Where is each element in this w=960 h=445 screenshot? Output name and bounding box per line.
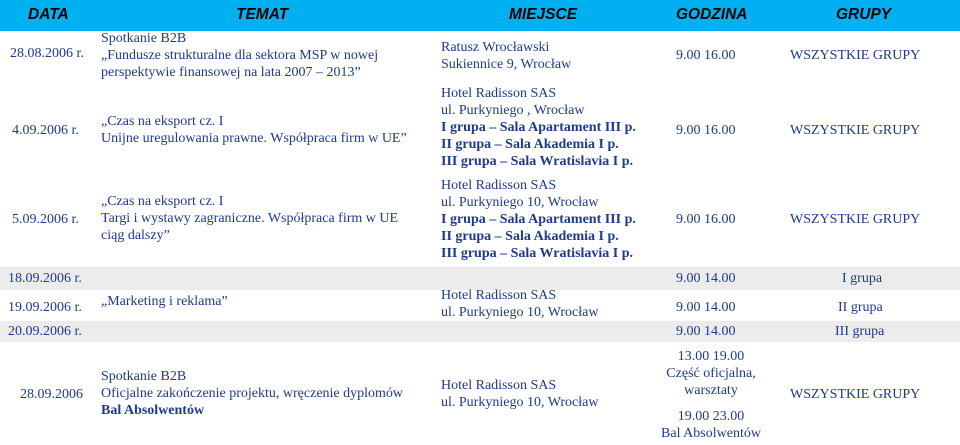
marketing-topic: „Marketing i reklama”	[101, 294, 228, 309]
topic-line: Bal Absolwentów	[101, 403, 205, 418]
row-group: III grupa	[835, 324, 885, 339]
row-group: WSZYSTKIE GRUPY	[790, 387, 921, 402]
place-line: ul. Purkyniego 10, Wrocław	[441, 195, 599, 210]
topic-line: Spotkanie B2B	[101, 31, 187, 46]
row-time: 9.00 14.00	[676, 324, 736, 339]
topic-line: „Czas na eksport cz. I	[101, 114, 224, 129]
topic-line: Spotkanie B2B	[101, 369, 187, 384]
header-grupy: GRUPY	[836, 6, 892, 23]
time-line: Bal Absolwentów	[661, 426, 761, 441]
row-date: 28.08.2006 r.	[10, 46, 84, 61]
time-line: Część oficjalna,	[666, 366, 756, 381]
row-date: 18.09.2006 r.	[8, 271, 82, 286]
row-group: WSZYSTKIE GRUPY	[790, 48, 921, 63]
place-line: Hotel Radisson SAS	[441, 86, 557, 101]
place-line: Hotel Radisson SAS	[441, 178, 557, 193]
place-line: II grupa – Sala Akademia I p.	[441, 137, 619, 152]
row-date: 20.09.2006 r.	[8, 324, 82, 339]
place-line: ul. Purkyniego 10, Wrocław	[441, 395, 599, 410]
place-line: III grupa – Sala Wratislavia I p.	[441, 246, 634, 261]
topic-line: „Czas na eksport cz. I	[101, 194, 224, 209]
topic-line: Targi i wystawy zagraniczne. Współpraca firm w UE	[101, 211, 399, 226]
place-line: ul. Purkyniego 10, Wrocław	[441, 305, 599, 320]
table-header	[0, 0, 960, 31]
place-line: I grupa – Sala Apartament III p.	[441, 212, 636, 227]
row-group: I grupa	[842, 271, 883, 286]
row-time: 9.00 16.00	[676, 212, 736, 227]
row-date: 19.09.2006 r.	[8, 300, 82, 315]
topic-line: ciąg dalszy”	[101, 228, 170, 243]
place-line: ul. Purkyniego , Wrocław	[441, 103, 585, 118]
header-data: DATA	[28, 6, 69, 23]
row-date: 5.09.2006 r.	[12, 212, 79, 227]
row-group: WSZYSTKIE GRUPY	[790, 212, 921, 227]
header-temat: TEMAT	[236, 6, 289, 23]
topic-line: „Fundusze strukturalne dla sektora MSP w nowej	[101, 48, 379, 63]
header-godzina: GODZINA	[676, 6, 748, 23]
time-line: warsztaty	[684, 383, 738, 398]
row-group: WSZYSTKIE GRUPY	[790, 123, 921, 138]
place-line: III grupa – Sala Wratislavia I p.	[441, 154, 634, 169]
row-time: 9.00 16.00	[676, 48, 736, 63]
row-date: 4.09.2006 r.	[12, 123, 79, 138]
row-group: II grupa	[838, 300, 883, 315]
topic-line: Unijne uregulowania prawne. Współpraca firm w UE”	[101, 131, 407, 146]
place-line: Ratusz Wrocławski	[441, 40, 550, 55]
place-line: I grupa – Sala Apartament III p.	[441, 120, 636, 135]
place-line: Hotel Radisson SAS	[441, 378, 557, 393]
time-line: 19.00 23.00	[677, 409, 745, 424]
header-miejsce: MIEJSCE	[509, 6, 578, 23]
row-band-20	[0, 321, 960, 342]
topic-line: perspektywie finansowej na lata 2007 – 2013”	[101, 65, 361, 80]
place-line: II grupa – Sala Akademia I p.	[441, 229, 619, 244]
row-time: 9.00 14.00	[676, 271, 736, 286]
topic-line: Oficjalne zakończenie projektu, wręczenie dyplomów	[101, 386, 404, 401]
row-time: 9.00 16.00	[676, 123, 736, 138]
place-line: Sukiennice 9, Wrocław	[441, 57, 572, 72]
time-line: 13.00 19.00	[677, 349, 745, 364]
place-line: Hotel Radisson SAS	[441, 288, 557, 303]
row-time: 9.00 14.00	[676, 300, 736, 315]
marketing-place	[441, 287, 598, 321]
row-date: 28.09.2006	[20, 387, 83, 402]
